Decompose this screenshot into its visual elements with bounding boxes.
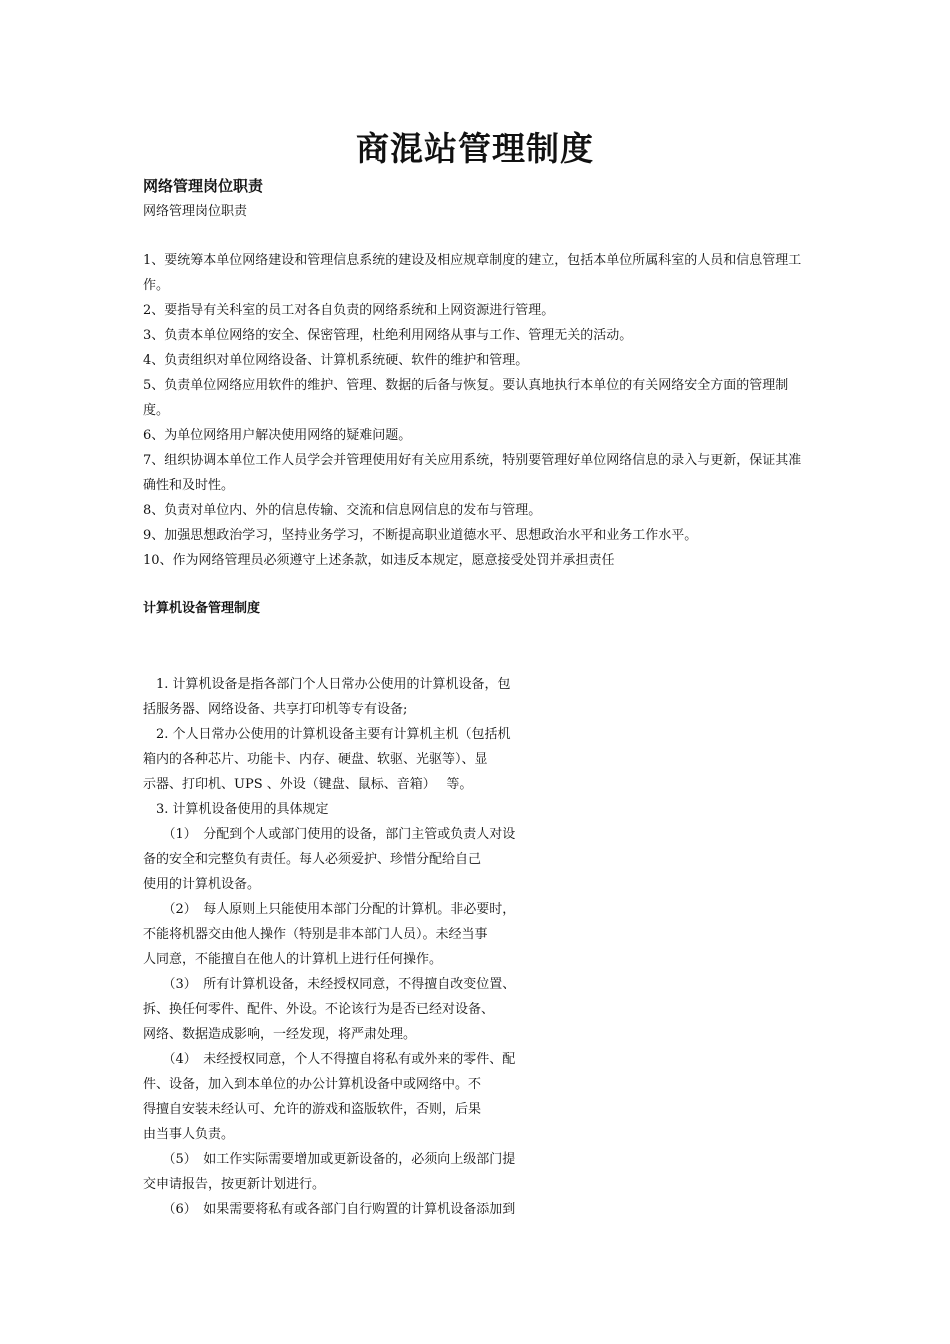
text-line: （6） 如果需要将私有或各部门自行购置的计算机设备添加到 [143, 1202, 516, 1217]
network-duties-list [143, 248, 811, 573]
text-line: 3. 计算机设备使用的具体规定 [143, 802, 329, 817]
text-line: 箱内的各种芯片、功能卡、内存、硬盘、软驱、光驱等）、显 [143, 752, 488, 767]
section-subheading-network-duties: 网络管理岗位职责 [143, 204, 248, 219]
list-item: 5、负责单位网络应用软件的维护、管理、数据的后备与恢复。要认真地执行本单位的有关网络安全方面的管理制度。 [143, 378, 789, 418]
text-line: 件、设备，加入到本单位的办公计算机设备中或网络中。不 [143, 1077, 482, 1092]
list-item: 4、负责组织对单位网络设备、计算机系统硬、软件的维护和管理。 [143, 353, 529, 368]
section-heading-network-duties: 网络管理岗位职责 [143, 177, 264, 195]
text-line: 交申请报告，按更新计划进行。 [143, 1177, 326, 1192]
text-line: （3） 所有计算机设备，未经授权同意，不得擅自改变位置、 [143, 977, 516, 992]
list-item: 6、为单位网络用户解决使用网络的疑难问题。 [143, 428, 412, 443]
text-line: 由当事人负责。 [143, 1127, 235, 1142]
text-line: （5） 如工作实际需要增加或更新设备的，必须向上级部门提 [143, 1152, 516, 1167]
list-item: 1、要统筹本单位网络建设和管理信息系统的建设及相应规章制度的建立，包括本单位所属科室的人员和信息管理工作。 [143, 253, 802, 293]
document-title: 商混站管理制度 [356, 129, 594, 168]
text-line: 2. 个人日常办公使用的计算机设备主要有计算机主机（包括机 [143, 727, 511, 742]
text-line: 人同意，不能擅自在他人的计算机上进行任何操作。 [143, 952, 443, 967]
text-line: 1. 计算机设备是指各部门个人日常办公使用的计算机设备，包 [143, 677, 511, 692]
list-item: 10、作为网络管理员必须遵守上述条款，如违反本规定，愿意接受处罚并承担责任 [143, 553, 615, 568]
list-item: 8、负责对单位内、外的信息传输、交流和信息网信息的发布与管理。 [143, 503, 542, 518]
text-line: 使用的计算机设备。 [143, 877, 261, 892]
list-item: 3、负责本单位网络的安全、保密管理，杜绝利用网络从事与工作、管理无关的活动。 [143, 328, 633, 343]
text-line: 示器、打印机、UPS 、外设（键盘、鼠标、音箱） 等。 [143, 777, 473, 792]
text-line: （2） 每人原则上只能使用本部门分配的计算机。非必要时， [143, 902, 516, 917]
text-line: 备的安全和完整负有责任。每人必须爱护、珍惜分配给自己 [143, 852, 482, 867]
text-line: 拆、换任何零件、配件、外设。不论该行为是否已经对设备、 [143, 1002, 495, 1017]
text-line: 不能将机器交由他人操作（特别是非本部门人员）。未经当事 [143, 927, 488, 942]
list-item: 2、要指导有关科室的员工对各自负责的网络系统和上网资源进行管理。 [143, 303, 555, 318]
text-line: 括服务器、网络设备、共享打印机等专有设备; [143, 702, 408, 717]
list-item: 7、组织协调本单位工作人员学会并管理使用好有关应用系统，特别要管理好单位网络信息的录入与更新，保证其准确性和及时性。 [143, 453, 802, 493]
computer-equipment-rules [143, 672, 573, 1222]
text-line: 得擅自安装未经认可、允许的游戏和盗版软件，否则，后果 [143, 1102, 482, 1117]
text-line: （1） 分配到个人或部门使用的设备，部门主管或负责人对设 [143, 827, 516, 842]
section-heading-computer-equipment: 计算机设备管理制度 [143, 601, 261, 616]
list-item: 9、加强思想政治学习，坚持业务学习，不断提高职业道德水平、思想政治水平和业务工作水平。 [143, 528, 698, 543]
text-line: 网络、数据造成影响，一经发现，将严肃处理。 [143, 1027, 417, 1042]
text-line: （4） 未经授权同意，个人不得擅自将私有或外来的零件、配 [143, 1052, 516, 1067]
